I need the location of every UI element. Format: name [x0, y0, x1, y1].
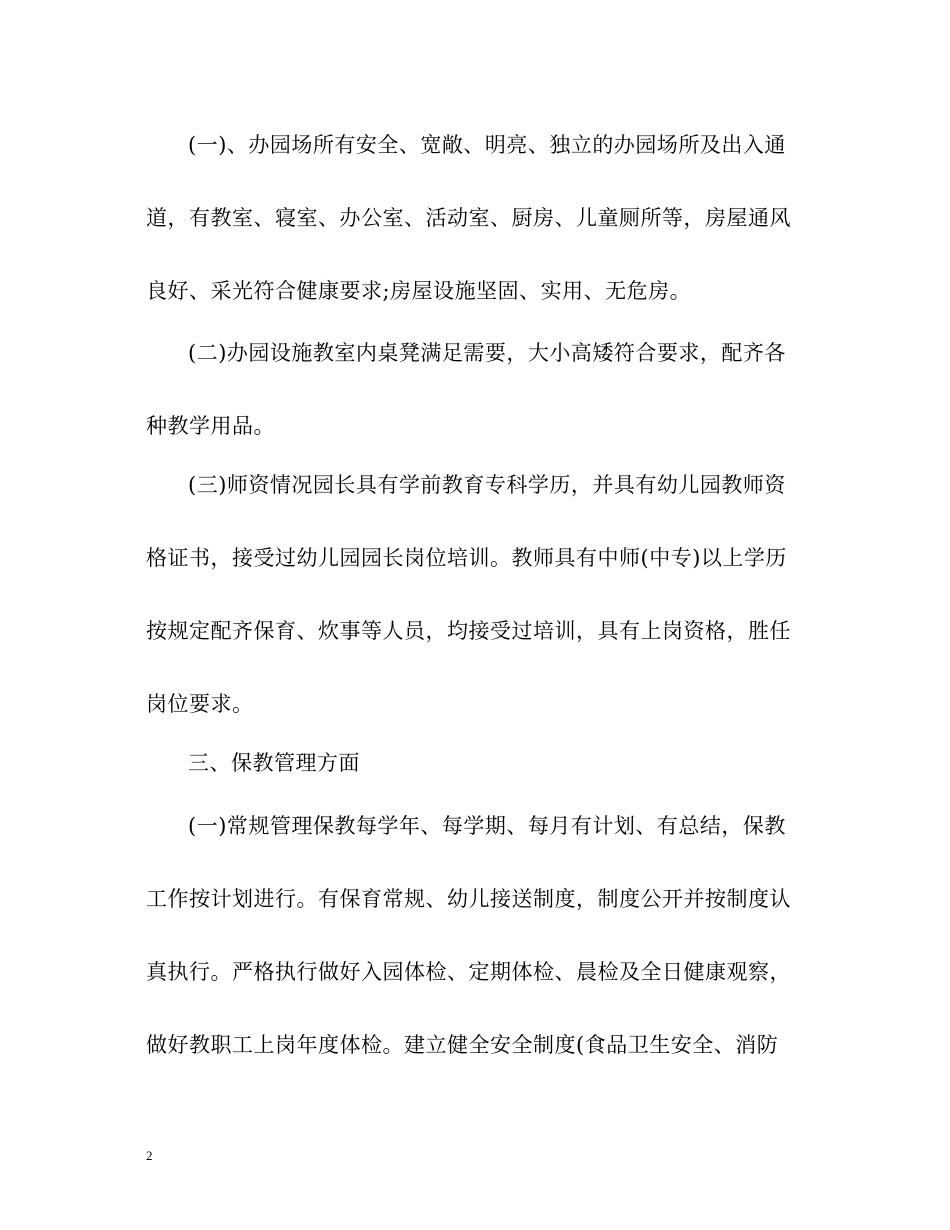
text-line-14: 做好教职工上岗年度体检。建立健全安全制度(食品卫生安全、消防 — [146, 1033, 779, 1057]
page-number: 2 — [146, 1148, 153, 1163]
text-line-6: (三)师资情况园长具有学前教育专科学历，并具有幼儿园教师资 — [188, 473, 786, 497]
text-line-2: 道，有教室、寝室、办公室、活动室、厨房、儿童厕所等，房屋通风 — [146, 206, 791, 230]
text-line-3: 良好、采光符合健康要求;房屋设施坚固、实用、无危房。 — [146, 279, 692, 303]
section-heading: 三、保教管理方面 — [188, 751, 360, 775]
text-line-13: 真执行。严格执行做好入园体检、定期体检、晨检及全日健康观察， — [146, 960, 791, 984]
text-line-1: (一)、办园场所有安全、宽敞、明亮、独立的办园场所及出入通 — [188, 133, 786, 157]
text-line-4: (二)办园设施教室内桌凳满足需要，大小高矮符合要求，配齐各 — [188, 341, 786, 365]
text-line-8: 按规定配齐保育、炊事等人员，均接受过培训，具有上岗资格，胜任 — [146, 619, 791, 643]
text-line-11: (一)常规管理保教每学年、每学期、每月有计划、有总结，保教 — [188, 814, 786, 838]
text-line-9: 岗位要求。 — [146, 692, 254, 716]
text-line-7: 格证书，接受过幼儿园园长岗位培训。教师具有中师(中专)以上学历 — [146, 546, 787, 570]
text-line-12: 工作按计划进行。有保育常规、幼儿接送制度，制度公开并按制度认 — [146, 887, 791, 911]
text-line-5: 种教学用品。 — [146, 414, 275, 438]
